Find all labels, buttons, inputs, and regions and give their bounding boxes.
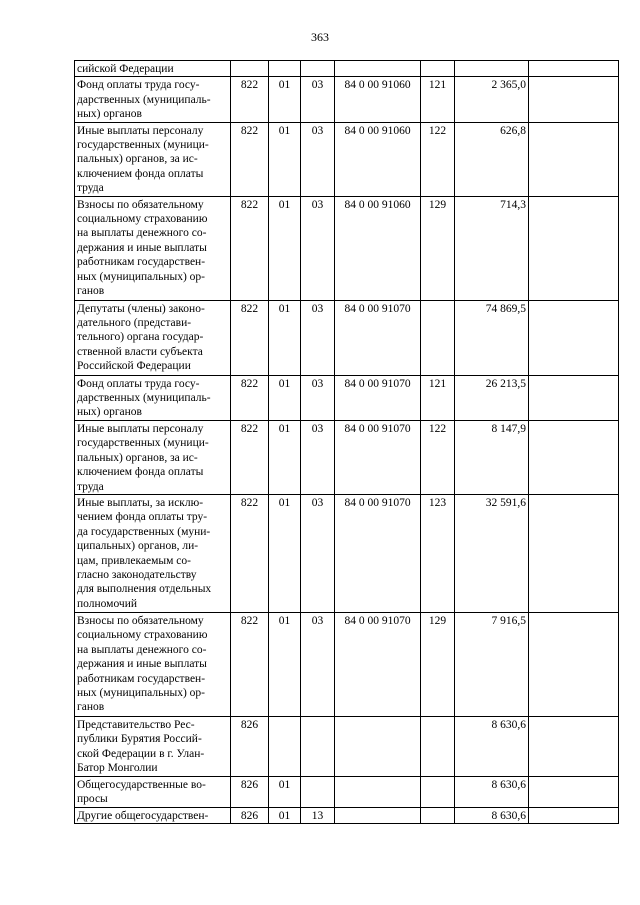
expense-type-code: 122 bbox=[421, 420, 455, 494]
subsection-code: 03 bbox=[301, 122, 335, 196]
empty-cell bbox=[529, 807, 619, 823]
subsection-code: 03 bbox=[301, 300, 335, 375]
subsection-code: 13 bbox=[301, 807, 335, 823]
item-name: Иные выплаты персоналу государственных (муници- пальных) органов, за ис- ключением фонда оплаты труда bbox=[75, 122, 231, 196]
department-code: 822 bbox=[231, 300, 269, 375]
department-code: 826 bbox=[231, 776, 269, 807]
item-name: Взносы по обязательному социальному страхованию на выплаты денежного со- держания и иные выплаты работникам государствен- ных (муниципальных) ор- ганов bbox=[75, 612, 231, 716]
department-code: 822 bbox=[231, 420, 269, 494]
department-code: 822 bbox=[231, 375, 269, 420]
subsection-code: 03 bbox=[301, 494, 335, 612]
expense-type-code: 121 bbox=[421, 375, 455, 420]
subsection-code bbox=[301, 716, 335, 776]
section-code: 01 bbox=[269, 122, 301, 196]
subsection-code: 03 bbox=[301, 196, 335, 300]
amount bbox=[455, 61, 529, 77]
section-code: 01 bbox=[269, 420, 301, 494]
department-code: 822 bbox=[231, 122, 269, 196]
department-code bbox=[231, 61, 269, 77]
target-article-code bbox=[335, 716, 421, 776]
empty-cell bbox=[529, 776, 619, 807]
department-code: 826 bbox=[231, 716, 269, 776]
empty-cell bbox=[529, 420, 619, 494]
section-code: 01 bbox=[269, 776, 301, 807]
amount: 26 213,5 bbox=[455, 375, 529, 420]
section-code bbox=[269, 716, 301, 776]
subsection-code: 03 bbox=[301, 77, 335, 122]
department-code: 822 bbox=[231, 494, 269, 612]
table-row bbox=[75, 122, 619, 196]
amount: 7 916,5 bbox=[455, 612, 529, 716]
empty-cell bbox=[529, 300, 619, 375]
table-row bbox=[75, 61, 619, 77]
expense-type-code: 129 bbox=[421, 196, 455, 300]
expense-type-code: 123 bbox=[421, 494, 455, 612]
empty-cell bbox=[529, 196, 619, 300]
table-row bbox=[75, 612, 619, 716]
amount: 74 869,5 bbox=[455, 300, 529, 375]
target-article-code: 84 0 00 91070 bbox=[335, 612, 421, 716]
item-name: Депутаты (члены) законо- дательного (представи- тельного) органа государ- ственной власти субъекта Российской Федерации bbox=[75, 300, 231, 375]
section-code: 01 bbox=[269, 807, 301, 823]
target-article-code: 84 0 00 91070 bbox=[335, 375, 421, 420]
section-code bbox=[269, 61, 301, 77]
target-article-code: 84 0 00 91060 bbox=[335, 77, 421, 122]
item-name: Взносы по обязательному социальному страхованию на выплаты денежного со- держания и иные выплаты работникам государствен- ных (муниципальных) ор- ганов bbox=[75, 196, 231, 300]
target-article-code: 84 0 00 91070 bbox=[335, 420, 421, 494]
department-code: 822 bbox=[231, 196, 269, 300]
amount: 8 630,6 bbox=[455, 776, 529, 807]
item-name: Фонд оплаты труда госу- дарственных (муниципаль- ных) органов bbox=[75, 375, 231, 420]
table-row bbox=[75, 196, 619, 300]
item-name: Представительство Рес- публики Бурятия Россий- ской Федерации в г. Улан- Батор Монголии bbox=[75, 716, 231, 776]
expense-type-code bbox=[421, 716, 455, 776]
subsection-code bbox=[301, 776, 335, 807]
item-name: сийской Федерации bbox=[75, 61, 231, 77]
empty-cell bbox=[529, 77, 619, 122]
amount: 32 591,6 bbox=[455, 494, 529, 612]
item-name: Иные выплаты персоналу государственных (муници- пальных) органов, за ис- ключением фонда оплаты труда bbox=[75, 420, 231, 494]
department-code: 822 bbox=[231, 77, 269, 122]
empty-cell bbox=[529, 716, 619, 776]
expense-type-code: 121 bbox=[421, 77, 455, 122]
table-row bbox=[75, 375, 619, 420]
item-name: Иные выплаты, за исклю- чением фонда оплаты тру- да государственных (муни- ципальных) органов, ли- цам, привлекаемым со- гласно законодательству для выполнения отдельных полномочий bbox=[75, 494, 231, 612]
item-name: Фонд оплаты труда госу- дарственных (муниципаль- ных) органов bbox=[75, 77, 231, 122]
subsection-code: 03 bbox=[301, 375, 335, 420]
expense-type-code bbox=[421, 776, 455, 807]
amount: 8 630,6 bbox=[455, 807, 529, 823]
table-row bbox=[75, 776, 619, 807]
target-article-code: 84 0 00 91060 bbox=[335, 196, 421, 300]
expense-type-code: 122 bbox=[421, 122, 455, 196]
subsection-code bbox=[301, 61, 335, 77]
target-article-code bbox=[335, 776, 421, 807]
section-code: 01 bbox=[269, 375, 301, 420]
target-article-code bbox=[335, 807, 421, 823]
item-name: Другие общегосударствен- bbox=[75, 807, 231, 823]
empty-cell bbox=[529, 494, 619, 612]
table-row bbox=[75, 716, 619, 776]
empty-cell bbox=[529, 61, 619, 77]
empty-cell bbox=[529, 375, 619, 420]
expense-type-code bbox=[421, 807, 455, 823]
amount: 8 630,6 bbox=[455, 716, 529, 776]
subsection-code: 03 bbox=[301, 420, 335, 494]
table-row bbox=[75, 77, 619, 122]
table-row bbox=[75, 420, 619, 494]
section-code: 01 bbox=[269, 300, 301, 375]
amount: 714,3 bbox=[455, 196, 529, 300]
empty-cell bbox=[529, 612, 619, 716]
table-row bbox=[75, 494, 619, 612]
section-code: 01 bbox=[269, 196, 301, 300]
amount: 2 365,0 bbox=[455, 77, 529, 122]
expense-type-code bbox=[421, 300, 455, 375]
department-code: 826 bbox=[231, 807, 269, 823]
table-row bbox=[75, 300, 619, 375]
target-article-code: 84 0 00 91070 bbox=[335, 494, 421, 612]
page-number: 363 bbox=[311, 30, 329, 44]
item-name: Общегосударственные во- просы bbox=[75, 776, 231, 807]
target-article-code: 84 0 00 91070 bbox=[335, 300, 421, 375]
target-article-code bbox=[335, 61, 421, 77]
empty-cell bbox=[529, 122, 619, 196]
budget-table-body bbox=[75, 61, 619, 824]
section-code: 01 bbox=[269, 612, 301, 716]
section-code: 01 bbox=[269, 494, 301, 612]
subsection-code: 03 bbox=[301, 612, 335, 716]
department-code: 822 bbox=[231, 612, 269, 716]
budget-table bbox=[74, 60, 619, 824]
section-code: 01 bbox=[269, 77, 301, 122]
table-row bbox=[75, 807, 619, 823]
target-article-code: 84 0 00 91060 bbox=[335, 122, 421, 196]
amount: 626,8 bbox=[455, 122, 529, 196]
amount: 8 147,9 bbox=[455, 420, 529, 494]
expense-type-code bbox=[421, 61, 455, 77]
expense-type-code: 129 bbox=[421, 612, 455, 716]
